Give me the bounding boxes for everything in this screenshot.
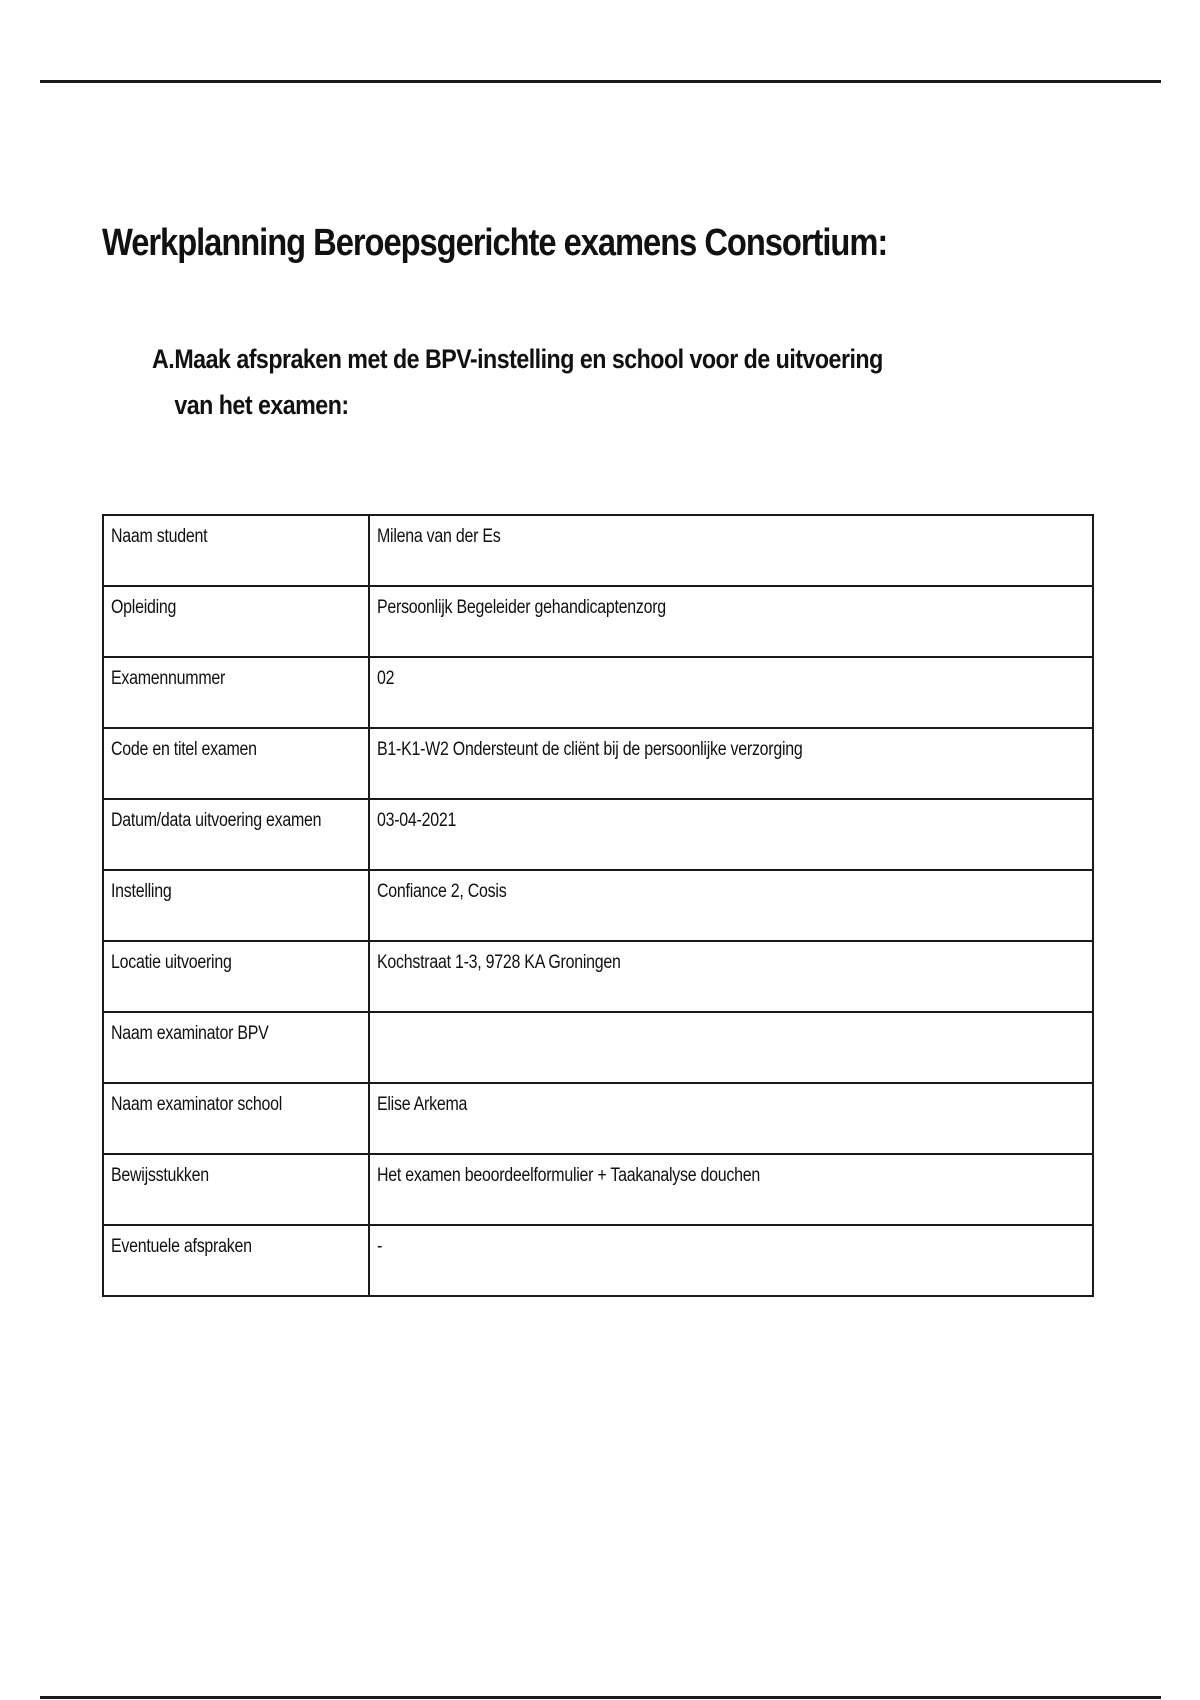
row-value-cell xyxy=(369,586,1093,657)
row-label-cell xyxy=(103,1225,369,1296)
row-value: Confiance 2, Cosis xyxy=(377,881,507,902)
table-row xyxy=(103,1225,1093,1296)
section-heading xyxy=(152,336,909,428)
section-heading-text: Maak afspraken met de BPV-instelling en school voor de uitvoering van het examen: xyxy=(174,344,883,420)
table-row xyxy=(103,657,1093,728)
row-label: Datum/data uitvoering examen xyxy=(111,810,322,831)
row-value: Kochstraat 1-3, 9728 KA Groningen xyxy=(377,952,622,973)
section-marker: A. xyxy=(152,344,175,374)
row-label: Opleiding xyxy=(111,597,177,618)
row-label: Eventuele afspraken xyxy=(111,1236,252,1257)
row-value-cell xyxy=(369,728,1093,799)
table-row xyxy=(103,1012,1093,1083)
row-value-cell xyxy=(369,870,1093,941)
row-label-cell xyxy=(103,870,369,941)
row-label-cell xyxy=(103,1154,369,1225)
row-label: Instelling xyxy=(111,881,172,902)
row-value: Milena van der Es xyxy=(377,526,501,547)
row-label: Naam student xyxy=(111,526,208,547)
row-label: Examennummer xyxy=(111,668,226,689)
row-value-cell xyxy=(369,941,1093,1012)
table-row xyxy=(103,941,1093,1012)
table-row xyxy=(103,799,1093,870)
row-value: B1-K1-W2 Ondersteunt de cliënt bij de persoonlijke verzorging xyxy=(377,739,803,760)
header-rule xyxy=(40,80,1161,83)
row-value: Persoonlijk Begeleider gehandicaptenzorg xyxy=(377,597,667,618)
row-value-cell xyxy=(369,1012,1093,1083)
row-label-cell xyxy=(103,586,369,657)
table-row xyxy=(103,870,1093,941)
footer-rule xyxy=(40,1696,1161,1699)
row-value-cell xyxy=(369,799,1093,870)
row-value: - xyxy=(377,1236,383,1257)
table-row xyxy=(103,728,1093,799)
document-title: Werkplanning Beroepsgerichte examens Consortium: xyxy=(102,222,888,264)
row-label-cell xyxy=(103,941,369,1012)
table-row xyxy=(103,1083,1093,1154)
row-value-cell xyxy=(369,1225,1093,1296)
row-value-cell xyxy=(369,657,1093,728)
exam-info-table xyxy=(102,514,1094,1297)
row-value: Het examen beoordeelformulier + Taakanalyse douchen xyxy=(377,1165,761,1186)
row-value-cell xyxy=(369,1154,1093,1225)
row-value-cell xyxy=(369,1083,1093,1154)
row-value: Elise Arkema xyxy=(377,1094,468,1115)
row-label: Code en titel examen xyxy=(111,739,257,760)
row-label: Locatie uitvoering xyxy=(111,952,232,973)
row-label: Naam examinator BPV xyxy=(111,1023,269,1044)
row-label-cell xyxy=(103,515,369,586)
row-label: Naam examinator school xyxy=(111,1094,282,1115)
row-value: 02 xyxy=(377,668,395,689)
table-row xyxy=(103,1154,1093,1225)
row-value: 03-04-2021 xyxy=(377,810,457,831)
row-value-cell xyxy=(369,515,1093,586)
row-label: Bewijsstukken xyxy=(111,1165,209,1186)
row-label-cell xyxy=(103,1083,369,1154)
table-row xyxy=(103,515,1093,586)
table-row xyxy=(103,586,1093,657)
row-label-cell xyxy=(103,799,369,870)
row-label-cell xyxy=(103,657,369,728)
row-label-cell xyxy=(103,1012,369,1083)
row-label-cell xyxy=(103,728,369,799)
